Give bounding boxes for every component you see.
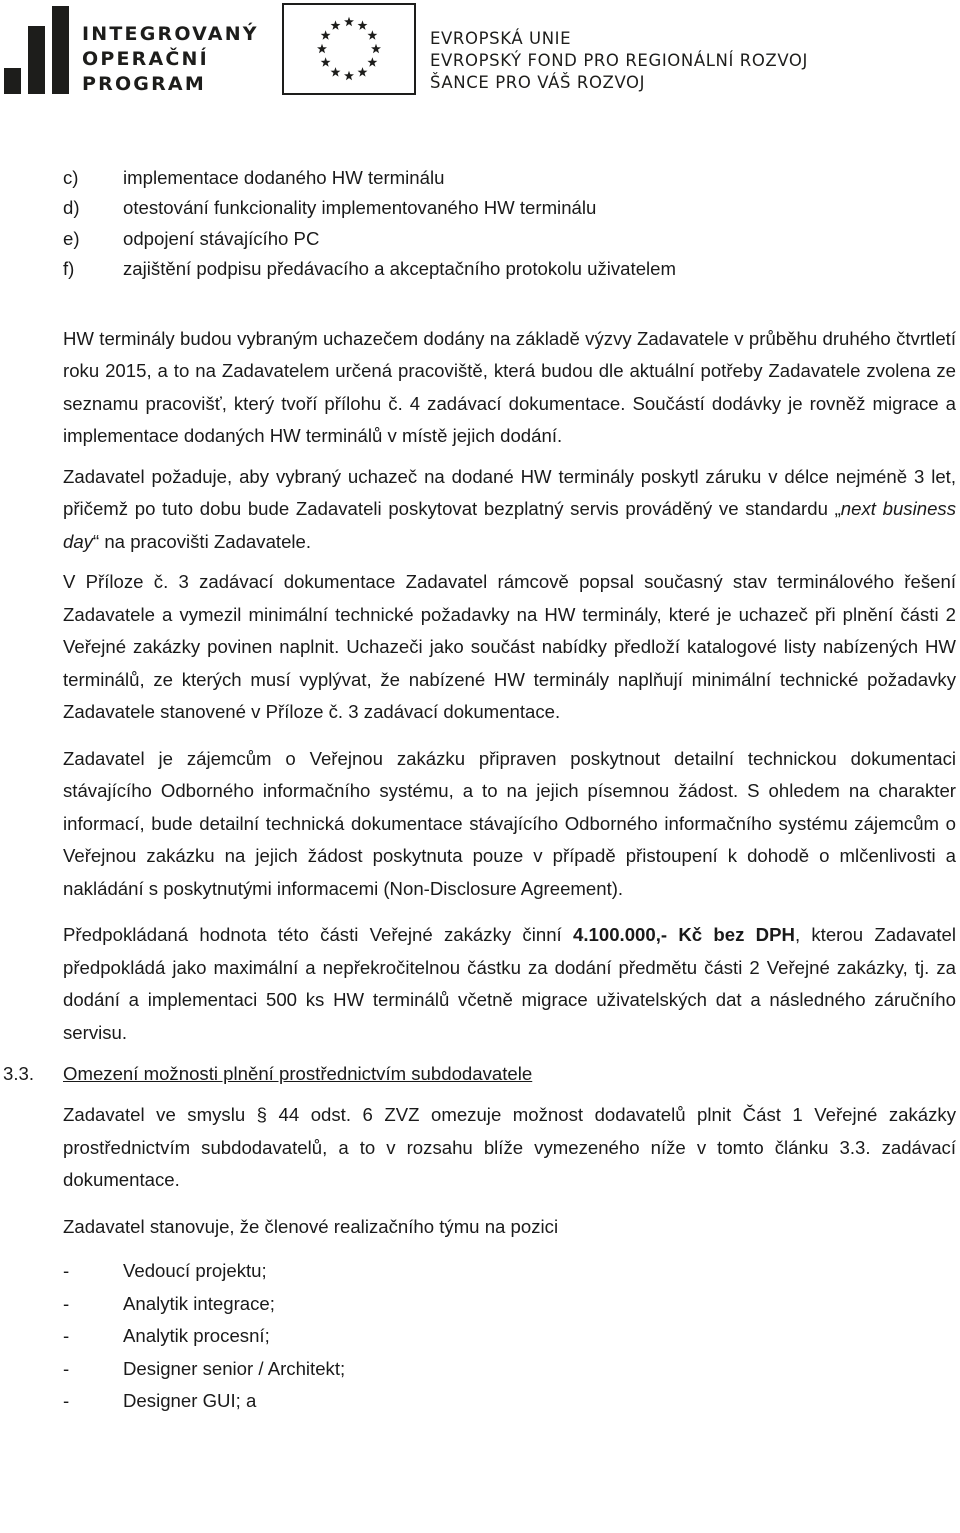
list-item — [63, 163, 956, 193]
list-text: Analytik integrace; — [123, 1292, 275, 1314]
paragraph-delivery: HW terminály budou vybraným uchazečem dodány na základě výzvy Zadavatele v průběhu druhého čtvrtletí roku 2015, a to na Zadavatelem určená pracoviště, která budou dle aktuální potřeby Zadavatele zvolena ze seznamu pracovišť, který tvoří přílohu č. 4 zadávací dokumentace. Součástí dodávky je rovněž migrace a implementace dodaných HW terminálů v místě jejich dodání. — [63, 327, 956, 447]
list-item — [63, 1385, 956, 1418]
list-marker: - — [63, 1260, 70, 1282]
lettered-list — [63, 163, 956, 285]
list-item — [63, 224, 956, 254]
iop-logo-line: INTEGROVANÝ — [82, 23, 259, 45]
list-marker: - — [63, 1390, 70, 1412]
list-item — [63, 1255, 956, 1288]
iop-logo-line: OPERAČNÍ — [82, 48, 209, 70]
warranty-text: Zadavatel požaduje, aby vybraný uchazeč na dodané HW terminály poskytl záruku v délce nejméně 3 let, přičemž po tuto dobu bude Zadavateli poskytovat bezplatný servis prováděný ve standardu „ — [63, 465, 956, 520]
list-text: implementace dodaného HW terminálu — [123, 167, 445, 188]
iop-logo-icon — [4, 6, 74, 94]
list-marker: d) — [63, 197, 80, 219]
list-marker: f) — [63, 258, 75, 280]
list-item — [63, 1288, 956, 1321]
eu-text-line: EVROPSKÝ FOND PRO REGIONÁLNÍ ROZVOJ — [430, 51, 808, 70]
eu-flag-icon — [282, 3, 416, 95]
paragraph-documentation: Zadavatel je zájemcům o Veřejnou zakázku připraven poskytnout detailní technickou dokumentaci stávajícího Odborného informačního systému, a to na jejich písemnou žádost. S ohledem na charakter informací, bude detailní technická dokumentace stávajícího Odborného informačního systému zájemcům o Veřejnou zakázku na jejich žádost poskytnuta pouze v případě přistoupení k dohodě o mlčenlivosti a nakládání s poskytnutými informacemi (Non-Disclosure Agreement). — [63, 747, 956, 899]
eu-text — [430, 28, 808, 94]
list-marker: - — [63, 1325, 70, 1347]
list-item — [63, 1353, 956, 1386]
value-text-end: , kterou Zadavatel předpokládá jako maximální a nepřekročitelnou částku za dodání předmětu části 2 Veřejné zakázky, tj. za dodání a implementaci 500 ks HW terminálů včetně migrace uživatelských dat a následného záručního servisu. — [63, 924, 956, 1043]
eu-text-line: EVROPSKÁ UNIE — [430, 29, 572, 48]
paragraph-team: Zadavatel stanovuje, že členové realizačního týmu na pozici — [63, 1215, 559, 1237]
section-heading — [3, 1057, 956, 1091]
list-marker: e) — [63, 227, 80, 249]
list-text: Vedoucí projektu; — [123, 1260, 267, 1282]
paragraph-warranty — [63, 461, 956, 559]
list-item — [63, 193, 956, 223]
eu-text-line: ŠANCE PRO VÁŠ ROZVOJ — [430, 73, 646, 92]
paragraph-annex: V Příloze č. 3 zadávací dokumentace Zadavatel rámcově popsal současný stav terminálového řešení Zadavatele a vymezil minimální technické požadavky na HW terminály, které je uchazeč při plnění části 2 Veřejné zakázky povinen naplnit. Uchazeči jako součást nabídky předloží katalogové listy nabízených HW terminálů, ze kterých musí vyplývat, že nabízené HW terminály naplňují minimální technické požadavky Zadavatele stanovené v Příloze č. 3 zadávací dokumentace. — [63, 571, 956, 723]
list-text: Designer GUI; a — [123, 1390, 257, 1412]
warranty-italic: next business day — [63, 498, 957, 552]
list-marker: - — [63, 1292, 70, 1314]
iop-logo-text — [82, 22, 259, 97]
document-body — [3, 163, 957, 1418]
section-title: Omezení možnosti plnění prostřednictvím subdodavatele — [63, 1063, 533, 1085]
list-marker: c) — [63, 167, 79, 188]
value-amount: 4.100.000,- Kč bez DPH — [573, 924, 795, 946]
list-text: zajištění podpisu předávacího a akceptačního protokolu uživatelem — [123, 258, 676, 280]
iop-logo-line: PROGRAM — [82, 73, 206, 95]
list-marker: - — [63, 1357, 70, 1379]
value-text: Předpokládaná hodnota této části Veřejné zakázky činní — [63, 924, 573, 946]
section-number: 3.3. — [3, 1063, 35, 1085]
list-text: otestování funkcionality implementovaného HW terminálu — [123, 197, 597, 219]
list-text: Analytik procesní; — [123, 1325, 270, 1347]
warranty-text-end: “ na pracovišti Zadavatele. — [92, 530, 312, 552]
paragraph-subcontractors: Zadavatel ve smyslu § 44 odst. 6 ZVZ omezuje možnost dodavatelů plnit Část 1 Veřejné zakázky prostřednictvím subdodavatelů, a to v rozsahu blíže vymezeného níže v tomto článku 3.3. zadávací dokumentace. — [63, 1104, 956, 1191]
list-item — [63, 1320, 956, 1353]
list-text: Designer senior / Architekt; — [123, 1357, 346, 1379]
list-text: odpojení stávajícího PC — [123, 227, 320, 249]
dashed-list — [63, 1255, 956, 1418]
paragraph-value — [63, 919, 956, 1049]
list-item — [63, 254, 956, 284]
page-header — [0, 0, 960, 110]
